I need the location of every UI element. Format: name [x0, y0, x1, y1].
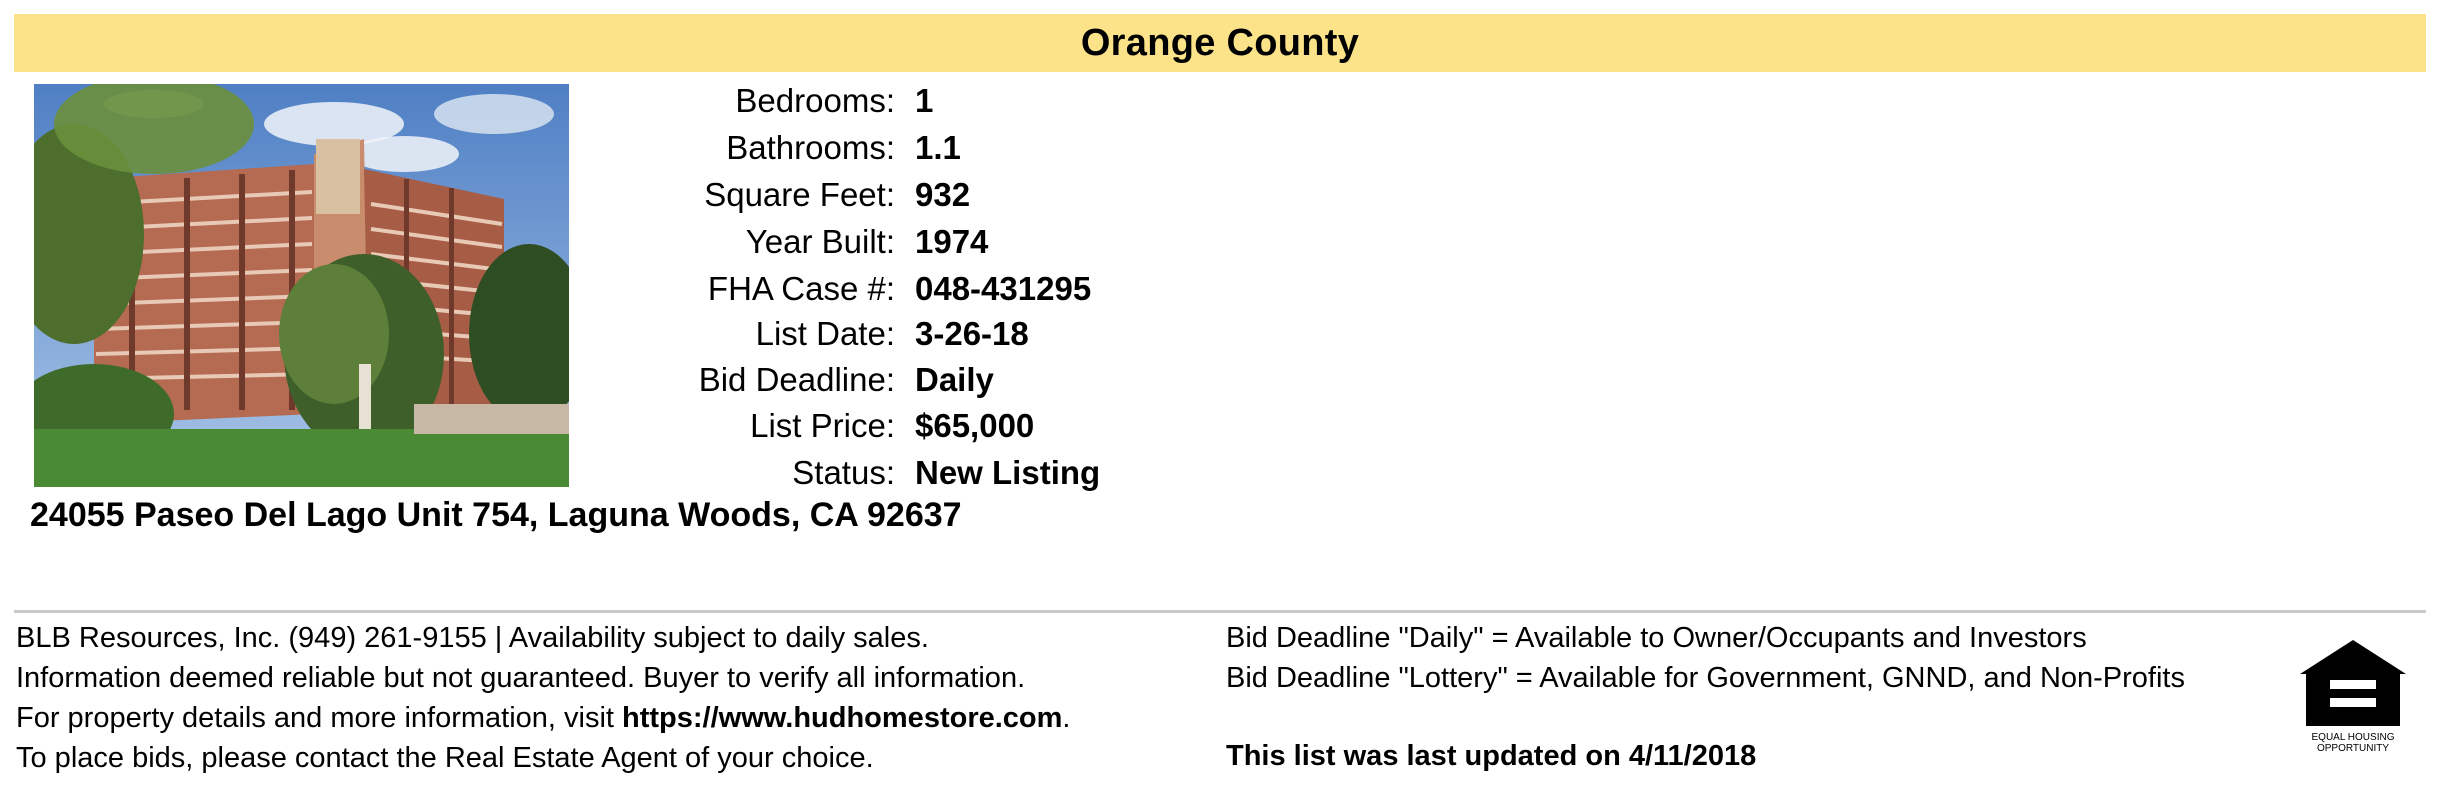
detail-row-year-built [560, 219, 1260, 265]
eho-text-line1: EQUAL HOUSING [2311, 732, 2395, 743]
footer-line-reliability: Information deemed reliable but not guaranteed. Buyer to verify all information. [16, 662, 1026, 694]
detail-value: 3-26-18 [915, 315, 1029, 352]
detail-label: Bathrooms: [726, 129, 895, 166]
detail-label: Bid Deadline: [698, 361, 895, 398]
detail-row-status [560, 450, 1260, 496]
detail-value: 1974 [915, 223, 989, 260]
footer-bid-legend [1226, 618, 2185, 776]
detail-label: List Date: [755, 315, 895, 352]
detail-row-list-price [560, 403, 1260, 449]
detail-value: Daily [915, 361, 994, 398]
detail-value: 1 [915, 82, 934, 119]
footer-line-contact: BLB Resources, Inc. (949) 261-9155 | Availability subject to daily sales. [16, 622, 929, 654]
detail-value: $65,000 [915, 407, 1035, 444]
equal-housing-opportunity-icon [2296, 638, 2410, 756]
detail-label: List Price: [750, 407, 895, 444]
detail-label: Bedrooms: [735, 82, 895, 119]
detail-label: Square Feet: [704, 176, 895, 213]
last-updated: This list was last updated on 4/11/2018 [1226, 740, 1757, 772]
website-link[interactable]: https://www.hudhomestore.com [622, 702, 1063, 734]
county-title: Orange County [1080, 21, 1360, 64]
footer-line-bids: To place bids, please contact the Real Estate Agent of your choice. [16, 742, 874, 774]
detail-value: 1.1 [915, 129, 961, 166]
detail-row-fha-case [560, 266, 1260, 312]
detail-row-bid-deadline [560, 357, 1260, 403]
detail-row-bedrooms [560, 78, 1260, 124]
website-prefix: For property details and more information, visit [16, 702, 623, 734]
detail-value: 048-431295 [915, 270, 1092, 307]
legend-daily: Bid Deadline "Daily" = Available to Owner/Occupants and Investors [1226, 622, 2087, 654]
property-photo [34, 84, 569, 487]
footer-disclaimer [16, 618, 1070, 778]
website-suffix: . [1062, 702, 1071, 734]
legend-lottery: Bid Deadline "Lottery" = Available for Government, GNND, and Non-Profits [1226, 662, 2185, 694]
detail-label: FHA Case #: [707, 270, 895, 307]
detail-value: 932 [915, 176, 971, 213]
detail-label: Status: [792, 454, 895, 491]
footer-line-website [16, 698, 1070, 738]
footer-divider [14, 610, 2426, 613]
eho-text-line2: OPPORTUNITY [2316, 743, 2390, 754]
detail-row-square-feet [560, 172, 1260, 218]
county-banner [14, 14, 2426, 72]
detail-row-bathrooms [560, 125, 1260, 171]
detail-value: New Listing [915, 454, 1101, 491]
detail-row-list-date [560, 311, 1260, 357]
detail-label: Year Built: [745, 223, 895, 260]
property-address: 24055 Paseo Del Lago Unit 754, Laguna Woods, CA 92637 [30, 496, 962, 534]
